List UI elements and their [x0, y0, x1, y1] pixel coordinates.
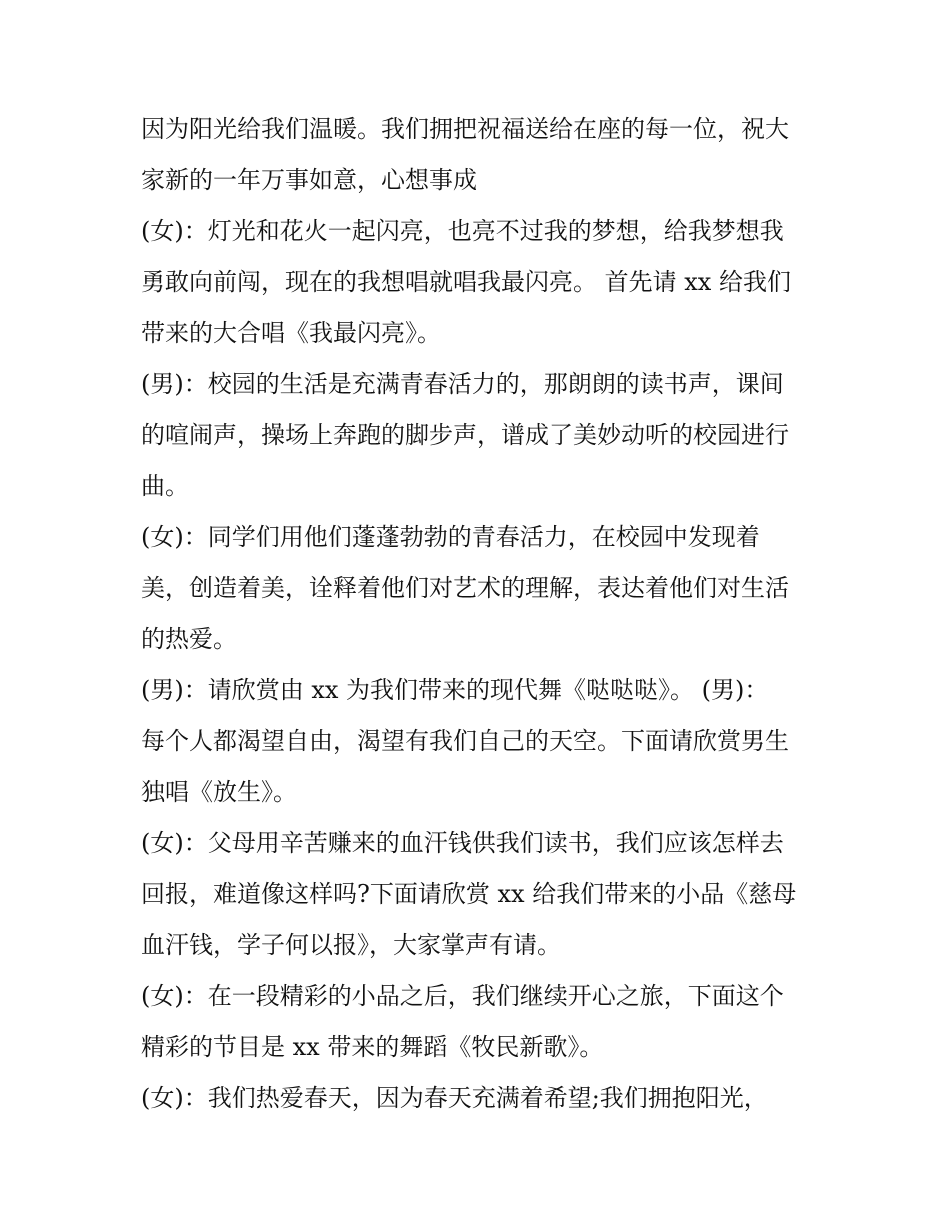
- text-line: 的喧闹声，操场上奔跑的脚步声，谱成了美妙动听的校园进行: [141, 421, 789, 449]
- text-line: 家新的一年万事如意，心想事成: [141, 166, 477, 194]
- text-line: 血汗钱，学子何以报》，大家掌声有请。: [141, 931, 561, 959]
- text-line: 精彩的节目是 xx 带来的舞蹈《牧民新歌》。: [141, 1033, 604, 1061]
- text-line: (女)：我们热爱春天，因为春天充满着希望;我们拥抱阳光，: [141, 1084, 768, 1112]
- text-line: 的热爱。: [141, 625, 237, 653]
- document-body: [141, 104, 816, 1124]
- text-line: 带来的大合唱《我最闪亮》。: [141, 319, 441, 347]
- text-line: (男)：校园的生活是充满青春活力的，那朗朗的读书声，课间: [141, 370, 784, 398]
- text-line: 独唱《放生》。: [141, 778, 297, 806]
- text-line: 每个人都渴望自由，渴望有我们自己的天空。下面请欣赏男生: [141, 727, 789, 755]
- text-line: (女)：在一段精彩的小品之后，我们继续开心之旅，下面这个: [141, 982, 784, 1010]
- text-line: (男)：请欣赏由 xx 为我们带来的现代舞《哒哒哒》。 (男)：: [141, 676, 769, 704]
- text-line: 回报，难道像这样吗?下面请欣赏 xx 给我们带来的小品《慈母: [141, 880, 797, 908]
- text-line: (女)：灯光和花火一起闪亮，也亮不过我的梦想，给我梦想我: [141, 217, 784, 245]
- text-line: 因为阳光给我们温暖。我们拥把祝福送给在座的每一位，祝大: [141, 115, 789, 143]
- text-line: 勇敢向前闯，现在的我想唱就唱我最闪亮。 首先请 xx 给我们: [141, 268, 791, 296]
- text-line: (女)：同学们用他们蓬蓬勃勃的青春活力，在校园中发现着: [141, 523, 760, 551]
- text-line: (女)：父母用辛苦赚来的血汗钱供我们读书，我们应该怎样去: [141, 829, 784, 857]
- text-line: 曲。: [141, 472, 189, 500]
- text-line: 美，创造着美，诠释着他们对艺术的理解，表达着他们对生活: [141, 574, 789, 602]
